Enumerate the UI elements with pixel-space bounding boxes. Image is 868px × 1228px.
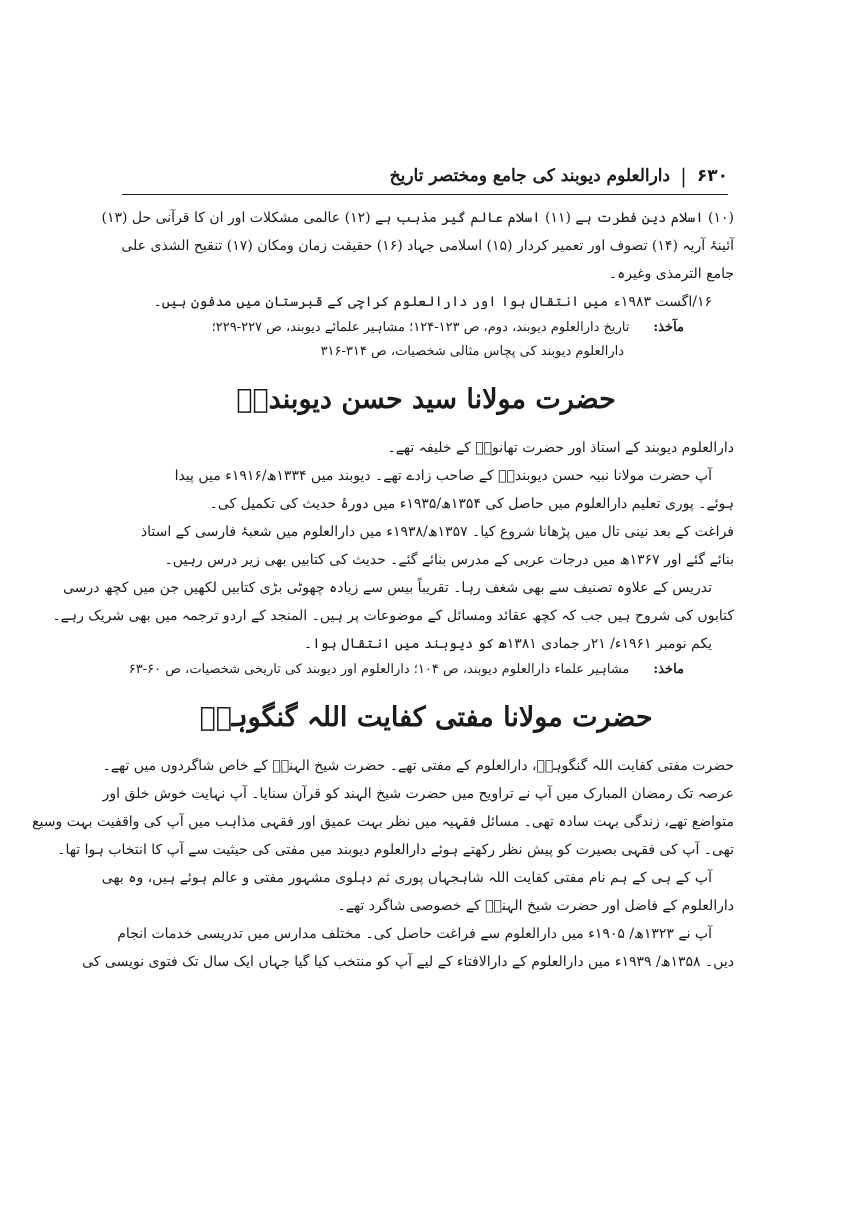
source-citation <box>118 316 734 340</box>
text-line: آئینۂ آریہ (۱۴) تصوف اور تعمیر کردار (۱۵) اسلامی جہاد (۱۶) حقیقت زمان ومکان (۱۷) تنقیح الشذی علی <box>121 238 734 254</box>
section-kifayatullah <box>32 752 734 976</box>
source-text: تاریخ دارالعلوم دیوبند، دوم، ص ۱۲۳-۱۲۴؛ مشاہیر علمائے دیوبند، ص ۲۲۷-۲۲۹؛ <box>211 320 630 335</box>
text-line: جامع الترمذی وغیرہ۔ <box>608 266 734 282</box>
header-separator: | <box>680 164 687 188</box>
intro-paragraph <box>101 204 734 364</box>
page-body <box>32 204 734 1104</box>
source-citation-continued: دارالعلوم دیوبند کی پچاس مثالی شخصیات، ص ۳۱۴-۳۱۶ <box>320 344 624 359</box>
section-heading-kifayatullah: حضرت مولانا مفتی کفایت اللہ گنگوہیؒ <box>199 702 653 733</box>
section-heading-syed-hasan: حضرت مولانا سید حسن دیوبندیؒ <box>236 384 616 415</box>
source-citation <box>118 658 734 682</box>
text-line: (۱۰) اسلام دین فطرت ہے (۱۱) اسلام عالم گیر مذہب ہے (۱۲) عالمی مشکلات اور ان کا قرآنی حل (۱۳) <box>101 210 734 226</box>
text-line: تھی۔ آپ کی فقہی بصیرت کو پیش نظر رکھتے ہوئے دارالعلوم دیوبند میں مفتی کی حیثیت سے آپ کا انتخاب ہوا تھا۔ <box>57 842 734 858</box>
text-line: تدریس کے علاوہ تصنیف سے بھی شغف رہا۔ تقریباً بیس سے زیادہ چھوٹی بڑی کتابیں لکھیں جن میں کچھ درسی <box>63 580 712 596</box>
section-syed-hasan <box>52 434 734 682</box>
text-line: عرصہ تک رمضان المبارک میں آپ نے تراویح میں حضرت شیخ الہند کو قرآن سنایا۔ آپ نہایت خوش خلق اور <box>102 786 734 802</box>
text-line: دارالعلوم دیوبند کے استاذ اور حضرت تھانویؒ کے خلیفہ تھے۔ <box>387 440 734 456</box>
text-line: دیں۔ ۱۳۵۸ھ/ ۱۹۳۹ء میں دارالعلوم کے دارالافتاء کے لیے آپ کو منتخب کیا گیا جہاں ایک سال تک فتوی نویسی کی <box>82 954 734 970</box>
running-header <box>122 158 728 195</box>
source-label: ماخذ: <box>653 662 684 677</box>
text-line: حضرت مفتی کفایت اللہ گنگوہیؒ، دارالعلوم کے مفتی تھے۔ حضرت شیخ الہندؒ کے خاص شاگردوں میں تھے۔ <box>102 758 734 774</box>
text-line: دارالعلوم کے فاضل اور حضرت شیخ الہندؒ کے خصوصی شاگرد تھے۔ <box>337 898 734 914</box>
source-text: مشاہیر علماء دارالعلوم دیوبند، ص ۱۰۴؛ دارالعلوم اور دیوبند کی تاریخی شخصیات، ص ۶۰-۶۳ <box>128 662 630 677</box>
text-line: متواضع تھے، زندگی بہت سادہ تھی۔ مسائل فقہیہ میں نظر بہت عمیق اور فقہی مذاہب میں آپ کی واقفیت بہت وسیع <box>32 814 734 830</box>
text-line: یکم نومبر ۱۹۶۱ء/ ۲۱ر جمادی ۱۳۸۱ھ کو دیوبند میں انتقال ہوا۔ <box>304 636 712 652</box>
text-line: کتابوں کی شروح ہیں جب کہ کچھ عقائد ومسائل کے موضوعات پر ہیں۔ المنجد کے اردو ترجمہ میں بھی شریک رہے۔ <box>52 608 734 624</box>
source-label: مآخذ: <box>653 320 684 335</box>
text-line: بنائے گئے اور ۱۳۶۷ھ میں درجات عربی کے مدرس بنائے گئے۔ حدیث کی کتابیں بھی زیر درس رہیں۔ <box>164 552 734 568</box>
text-line: ہوئے۔ پوری تعلیم دارالعلوم میں حاصل کی ۱۳۵۴ھ/۱۹۳۵ء میں دورۂ حدیث کی تکمیل کی۔ <box>209 496 734 512</box>
text-line: فراغت کے بعد نینی تال میں پڑھانا شروع کیا۔ ۱۳۵۷ھ/۱۹۳۸ء میں دارالعلوم میں شعبۂ فارسی کے استاذ <box>140 524 734 540</box>
page-number: ۶۳۰ <box>696 166 728 186</box>
text-line: آپ نے ۱۳۲۳ھ/ ۱۹۰۵ء میں دارالعلوم سے فراغت حاصل کی۔ مختلف مدارس میں تدریسی خدمات انجام <box>117 926 712 942</box>
text-line: آپ حضرت مولانا نبیہ حسن دیوبندیؒ کے صاحب زادے تھے۔ دیوبند میں ۱۳۳۴ھ/۱۹۱۶ء میں پیدا <box>174 468 712 484</box>
death-note: ۱۶/اگست ۱۹۸۳ء میں انتقال ہوا اور دارالعلوم کراچی کے قبرستان میں مدفون ہیں۔ <box>153 294 712 310</box>
header-title: دارالعلوم دیوبند کی جامع ومختصر تاریخ <box>389 166 671 186</box>
text-line: آپ کے ہی کے ہم نام مفتی کفایت اللہ شاہجہاں پوری ثم دہلوی مشہور مفتی و عالم ہوئے ہیں، وہ بھی <box>101 870 712 886</box>
